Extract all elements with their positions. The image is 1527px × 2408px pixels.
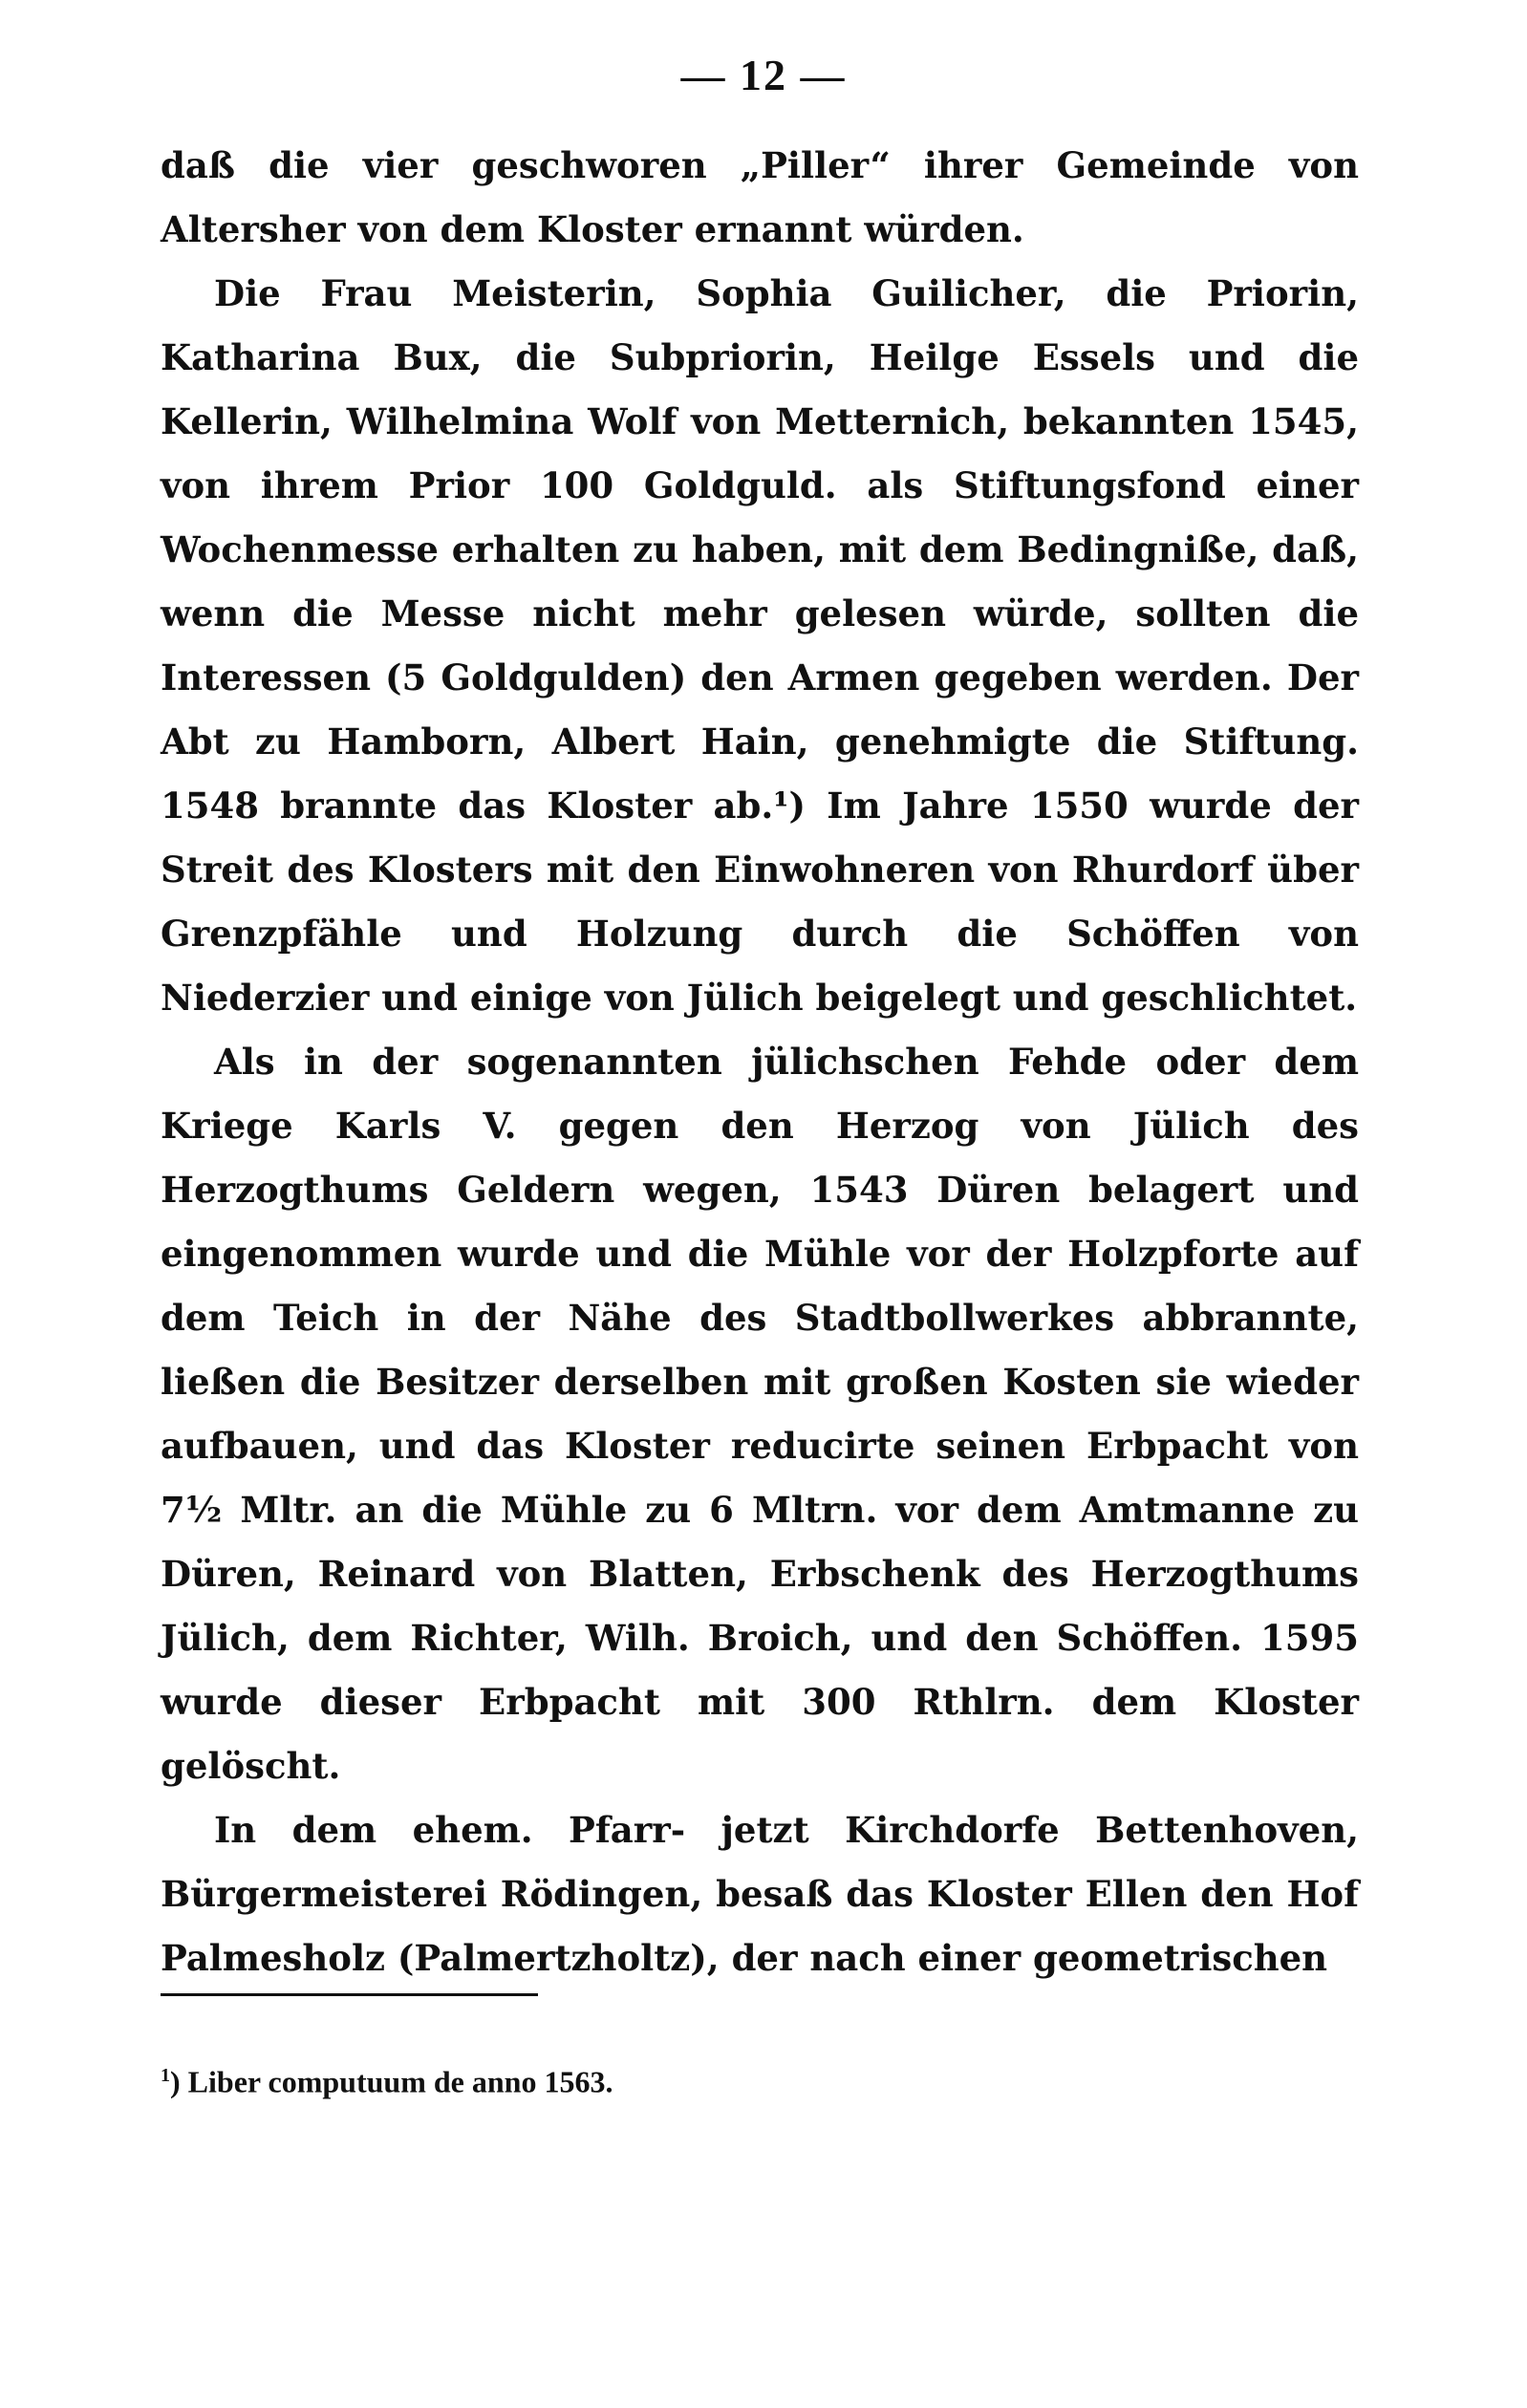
paragraph-4: In dem ehem. Pfarr- jetzt Kirchdorfe Bettenhoven, Bürgermeisterei Rödingen, besaß das Kloster Ellen den Hof Palmesholz (Palmertzholtz), der nach einer geometrischen bbox=[161, 1809, 1359, 1979]
footnote-marker: 1 bbox=[161, 2065, 170, 2086]
paragraph-2: Die Frau Meisterin, Sophia Guilicher, die Priorin, Katharina Bux, die Subpriorin, Heilge Essels und die Kellerin, Wilhelmina Wolf von Metternich, bekannten 1545, von ihrem Prior 100 Goldguld. als Stiftungsfond einer Wochenmesse erhalten zu haben, mit dem Bedingniße, daß, wenn die Messe nicht mehr gelesen würde, sollten die Interessen (5 Goldgulden) den Armen gegeben werden. Der Abt zu Hamborn, Albert Hain, genehmigte die Stiftung. 1548 brannte das Kloster ab.¹) Im Jahre 1550 wurde der Streit des Klosters mit den Einwohneren von Rhurdorf über Grenzpfähle und Holzung durch die Schöffen von Niederzier und einige von Jülich beigelegt und geschlichtet. bbox=[161, 272, 1359, 1019]
footnote-divider bbox=[161, 1993, 538, 1996]
footnote bbox=[161, 2056, 1359, 2101]
paragraph-3: Als in der sogenannten jülichschen Fehde oder dem Kriege Karls V. gegen den Herzog von Jülich des Herzogthums Geldern wegen, 1543 Düren belagert und eingenommen wurde und die Mühle vor der Holzpforte auf dem Teich in der Nähe des Stadtbollwerkes abbrannte, ließen die Besitzer derselben mit großen Kosten sie wieder aufbauen, und das Kloster reducirte seinen Erbpacht von 7½ Mltr. an die Mühle zu 6 Mltrn. vor dem Amtmanne zu Düren, Reinard von Blatten, Erbschenk des Herzogthums Jülich, dem Richter, Wilh. Broich, und den Schöffen. 1595 wurde dieser Erbpacht mit 300 Rthlrn. dem Kloster gelöscht. bbox=[161, 1041, 1359, 1787]
body-text bbox=[161, 134, 1359, 1990]
page-number: — 12 — bbox=[680, 51, 847, 99]
footnote-text: ) Liber computuum de anno 1563. bbox=[170, 2064, 613, 2099]
paragraph-1: daß die vier geschworen „Piller“ ihrer Gemeinde von Altersher von dem Kloster ernannt würden. bbox=[161, 144, 1359, 250]
